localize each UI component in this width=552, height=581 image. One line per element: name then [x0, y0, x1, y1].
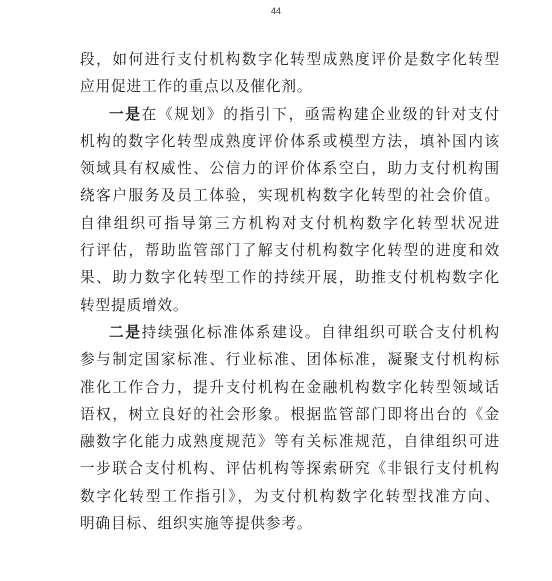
text-line: 果、助力数字化转型工作的持续开展，助推支付机构数字化: [80, 269, 500, 287]
text-line: 段，如何进行支付机构数字化转型成熟度评价是数字化转型: [80, 51, 500, 68]
text-line: 融数字化能力成熟度规范》等有关标准规范，自律组织可进: [80, 433, 500, 451]
paragraph-2: [80, 101, 500, 319]
text-line: 绕客户服务及员工体验，实现机构数字化转型的社会价值。: [80, 187, 500, 205]
paragraph-3: [80, 319, 500, 537]
paragraph-1: [80, 46, 500, 101]
text-line: 一步联合支付机构、评估机构等探索研究《非银行支付机构: [80, 460, 500, 478]
text-line: 数字化转型工作指引》，为支付机构数字化转型找准方向、: [80, 487, 500, 505]
text-line: 准化工作合力，提升支付机构在金融机构数字化转型领域话: [80, 378, 500, 396]
text-line: 自律组织可指导第三方机构对支付机构数字化转型状况进: [80, 214, 500, 232]
text-line: [80, 101, 500, 128]
text-line: 明确目标、组织实施等提供参考。: [80, 515, 313, 533]
text-line: 领域具有权威性、公信力的评价体系空白，助力支付机构围: [80, 160, 500, 178]
paragraph-lead: 一是: [109, 105, 142, 123]
body-text: [80, 46, 500, 537]
text-line: 行评估，帮助监管部门了解支付机构数字化转型的进度和效: [80, 242, 500, 260]
text-line: 转型提质增效。: [80, 296, 189, 314]
text-line-content: 在《规划》的指引下，亟需构建企业级的针对支付: [141, 105, 500, 123]
paragraph-lead: 二是: [109, 323, 142, 341]
text-line: 机构的数字化转型成熟度评价体系或模型方法，填补国内该: [80, 132, 500, 150]
text-line-content: 持续强化标准体系建设。自律组织可联合支付机构: [141, 323, 500, 341]
text-line: 参与制定国家标准、行业标准、团体标准，凝聚支付机构标: [80, 351, 500, 369]
text-line: [80, 319, 500, 346]
text-line: 语权，树立良好的社会形象。根据监管部门即将出台的《金: [80, 405, 500, 423]
page-number: 44: [270, 6, 281, 16]
text-line: 应用促进工作的重点以及催化剂。: [80, 78, 313, 96]
